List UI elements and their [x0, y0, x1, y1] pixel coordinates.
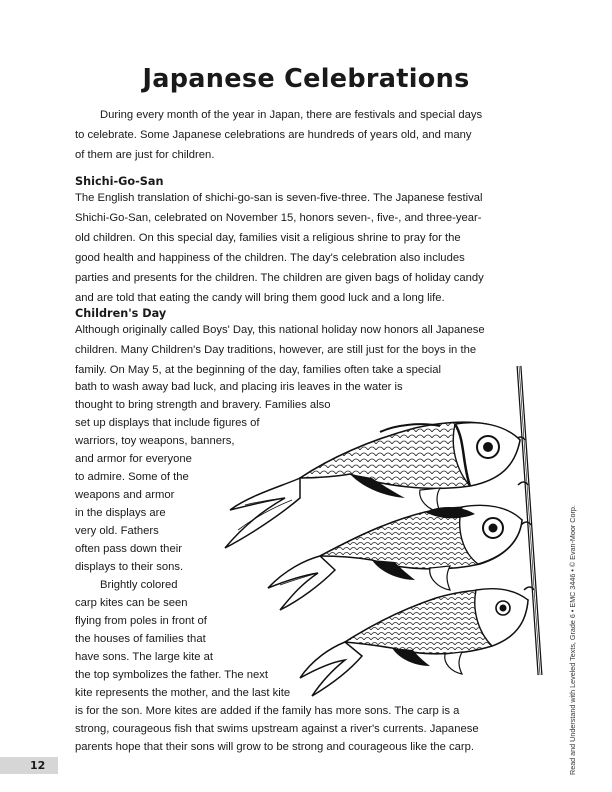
page-number: 12 [30, 759, 46, 772]
body-line: strong, courageous fish that swims upstream against a river's currents. Japanese [75, 723, 479, 735]
body-line: have sons. The large kite at [75, 651, 213, 663]
body-line: set up displays that include figures of [75, 417, 260, 429]
body-line: displays to their sons. [75, 561, 184, 573]
body-line: Brightly colored [100, 579, 178, 591]
body-line: carp kites can be seen [75, 597, 188, 609]
body-line: in the displays are [75, 507, 166, 519]
body-line: and are told that eating the candy will bring them good luck and a long life. [75, 292, 445, 304]
section-heading-childrens-day: Children's Day [75, 307, 167, 320]
body-line: weapons and armor [75, 489, 175, 501]
body-line: old children. On this special day, families visit a religious shrine to pray for the [75, 232, 461, 244]
body-line: is for the son. More kites are added if the family has more sons. The carp is a [75, 705, 460, 717]
body-line: parties and presents for the children. The children are given bags of holiday candy [75, 272, 484, 284]
body-line: Although originally called Boys' Day, this national holiday now honors all Japanese [75, 324, 485, 336]
body-line: bath to wash away bad luck, and placing iris leaves in the water is [75, 381, 403, 393]
body-line: and armor for everyone [75, 453, 192, 465]
section-heading-shichi-go-san: Shichi-Go-San [75, 175, 164, 188]
intro-line: of them are just for children. [75, 149, 215, 161]
body-line: flying from poles in front of [75, 615, 207, 627]
body-line: very old. Fathers [75, 525, 159, 537]
body-line: the houses of families that [75, 633, 206, 645]
body-line: The English translation of shichi-go-san is seven-five-three. The Japanese festival [75, 192, 483, 204]
body-line: the top symbolizes the father. The next [75, 669, 269, 681]
body-line: warriors, toy weapons, banners, [75, 435, 235, 447]
son-carp-kite [300, 589, 528, 696]
body-line: often pass down their [75, 543, 182, 555]
side-credit: Read and Understand with Leveled Texts, Grade 6 • EMC 3446 • © Evan-Moor Corp. [568, 505, 577, 775]
body-line: parents hope that their sons will grow to be strong and courageous like the carp. [75, 741, 474, 753]
intro-line: During every month of the year in Japan, there are festivals and special days [100, 109, 483, 121]
body-line: kite represents the mother, and the last kite [75, 687, 291, 699]
body-line: thought to bring strength and bravery. Families also [75, 399, 331, 411]
body-line: family. On May 5, at the beginning of the day, families often take a special [75, 364, 442, 376]
page-number-bar [0, 757, 58, 774]
body-line: good health and happiness of the children. The day's celebration also includes [75, 252, 465, 264]
intro-line: to celebrate. Some Japanese celebrations are hundreds of years old, and many [75, 129, 472, 141]
body-line: children. Many Children's Day traditions, however, are still just for the boys in the [75, 344, 477, 356]
body-line: to admire. Some of the [75, 471, 189, 483]
body-line: Shichi-Go-San, celebrated on November 15, honors seven-, five-, and three-year- [75, 212, 482, 224]
page-title: Japanese Celebrations [142, 64, 470, 94]
